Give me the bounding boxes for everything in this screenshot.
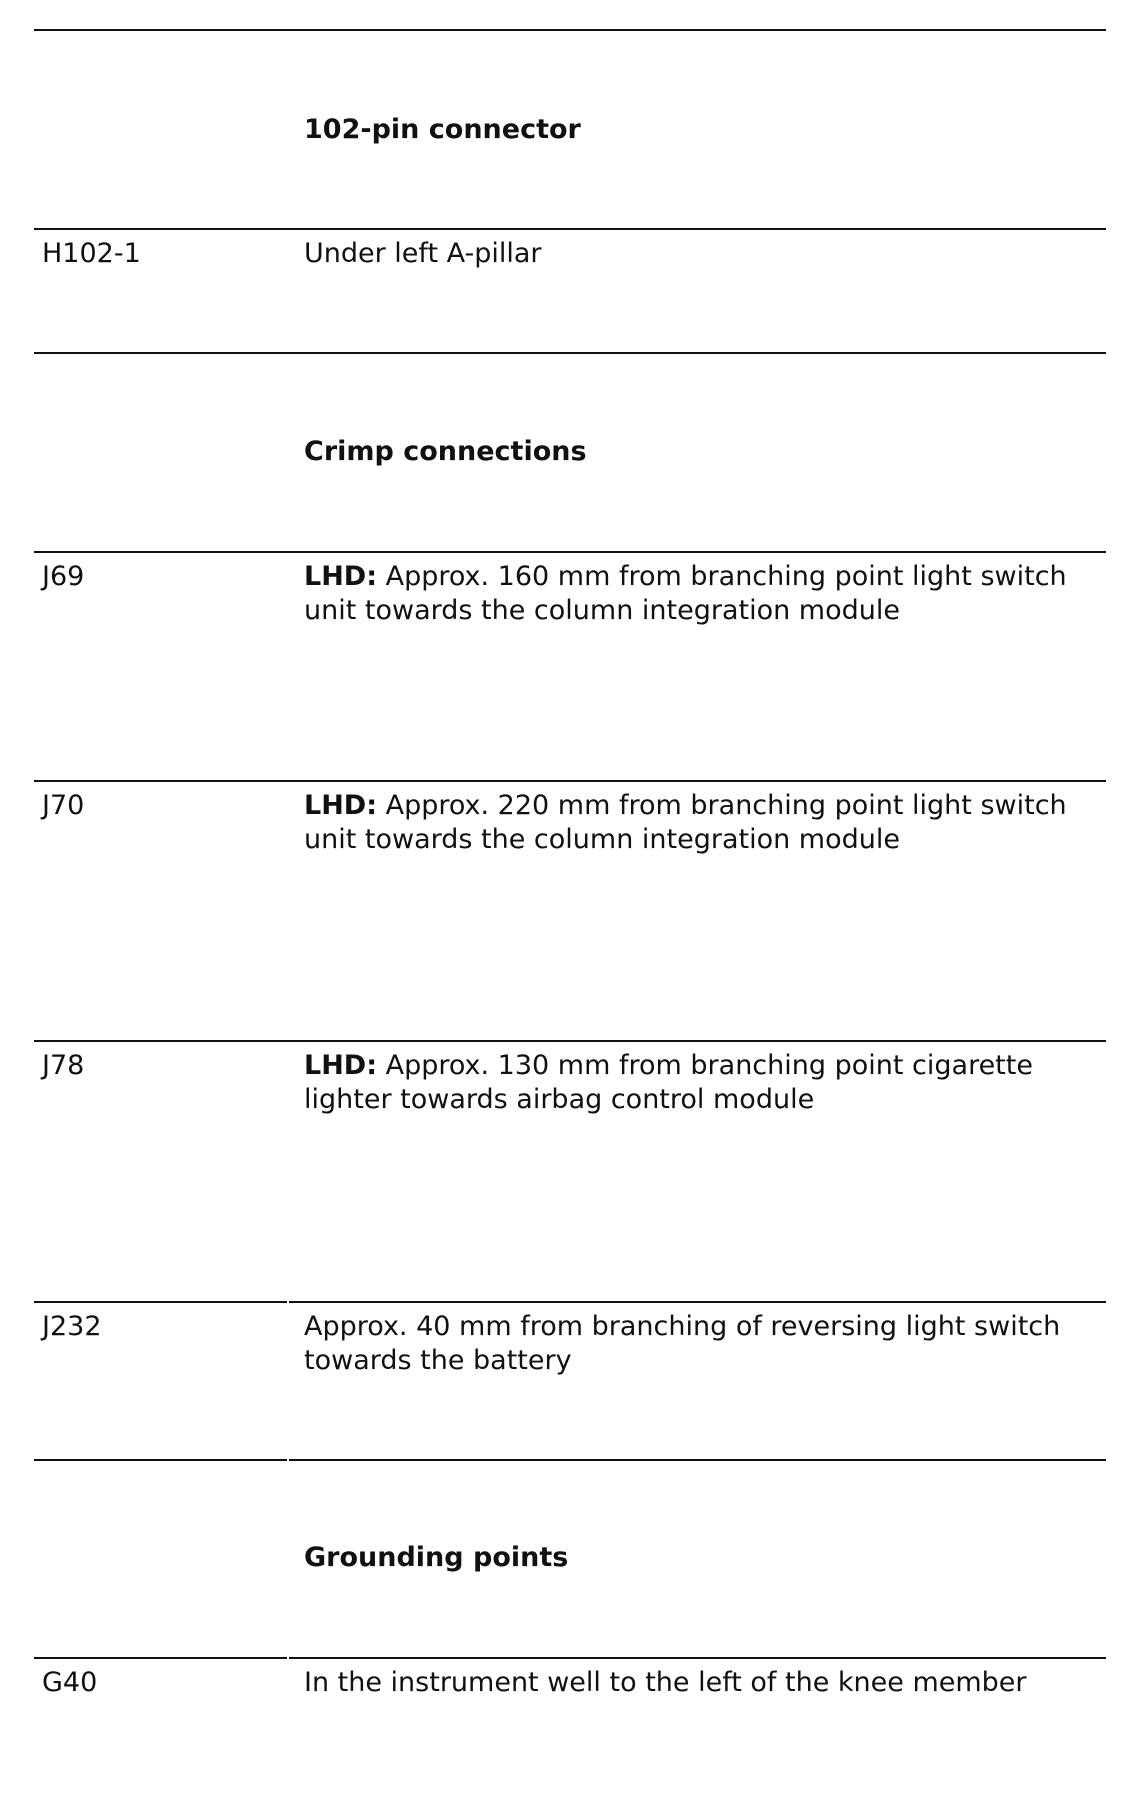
row-desc-j232: Approx. 40 mm from branching of reversing light switch towards the battery	[304, 1311, 1061, 1376]
row-code-j232: J232	[42, 1311, 102, 1342]
row-desc-text: Approx. 220 mm from branching point light switch unit towards the column integration module	[304, 790, 1067, 855]
row-code-h102: H102-1	[42, 238, 141, 269]
rule-h102-top	[34, 228, 1106, 230]
lhd-label: LHD:	[304, 1050, 378, 1081]
section-heading-connector: 102-pin connector	[304, 114, 581, 145]
rule-j232-bottom	[34, 1459, 1106, 1461]
rule-column-gap	[287, 1459, 289, 1461]
rule-j69-top	[34, 551, 1106, 553]
section-heading-grounding: Grounding points	[304, 1542, 569, 1573]
rule-top	[34, 29, 1106, 31]
row-code-j78: J78	[42, 1050, 85, 1081]
row-desc-text: Approx. 130 mm from branching point cigarette lighter towards airbag control module	[304, 1050, 1033, 1115]
rule-j232-top	[34, 1301, 1106, 1303]
row-desc-j69	[304, 560, 1104, 628]
row-desc-j70	[304, 789, 1104, 857]
rule-column-gap	[287, 1301, 289, 1303]
row-desc-g40: In the instrument well to the left of the knee member	[304, 1667, 1027, 1698]
rule-j78-top	[34, 1040, 1106, 1042]
section-heading-crimp: Crimp connections	[304, 436, 587, 467]
row-desc-text: Approx. 160 mm from branching point light switch unit towards the column integration module	[304, 561, 1067, 626]
lhd-label: LHD:	[304, 561, 378, 592]
rule-h102-bottom	[34, 352, 1106, 354]
lhd-label: LHD:	[304, 790, 378, 821]
rule-j70-top	[34, 780, 1106, 782]
row-desc-j78	[304, 1049, 1104, 1117]
row-desc-h102: Under left A-pillar	[304, 238, 542, 269]
rule-column-gap	[287, 1657, 289, 1659]
row-code-g40: G40	[42, 1667, 98, 1698]
row-code-j69: J69	[42, 561, 85, 592]
row-code-j70: J70	[42, 790, 85, 821]
rule-g40-top	[34, 1657, 1106, 1659]
